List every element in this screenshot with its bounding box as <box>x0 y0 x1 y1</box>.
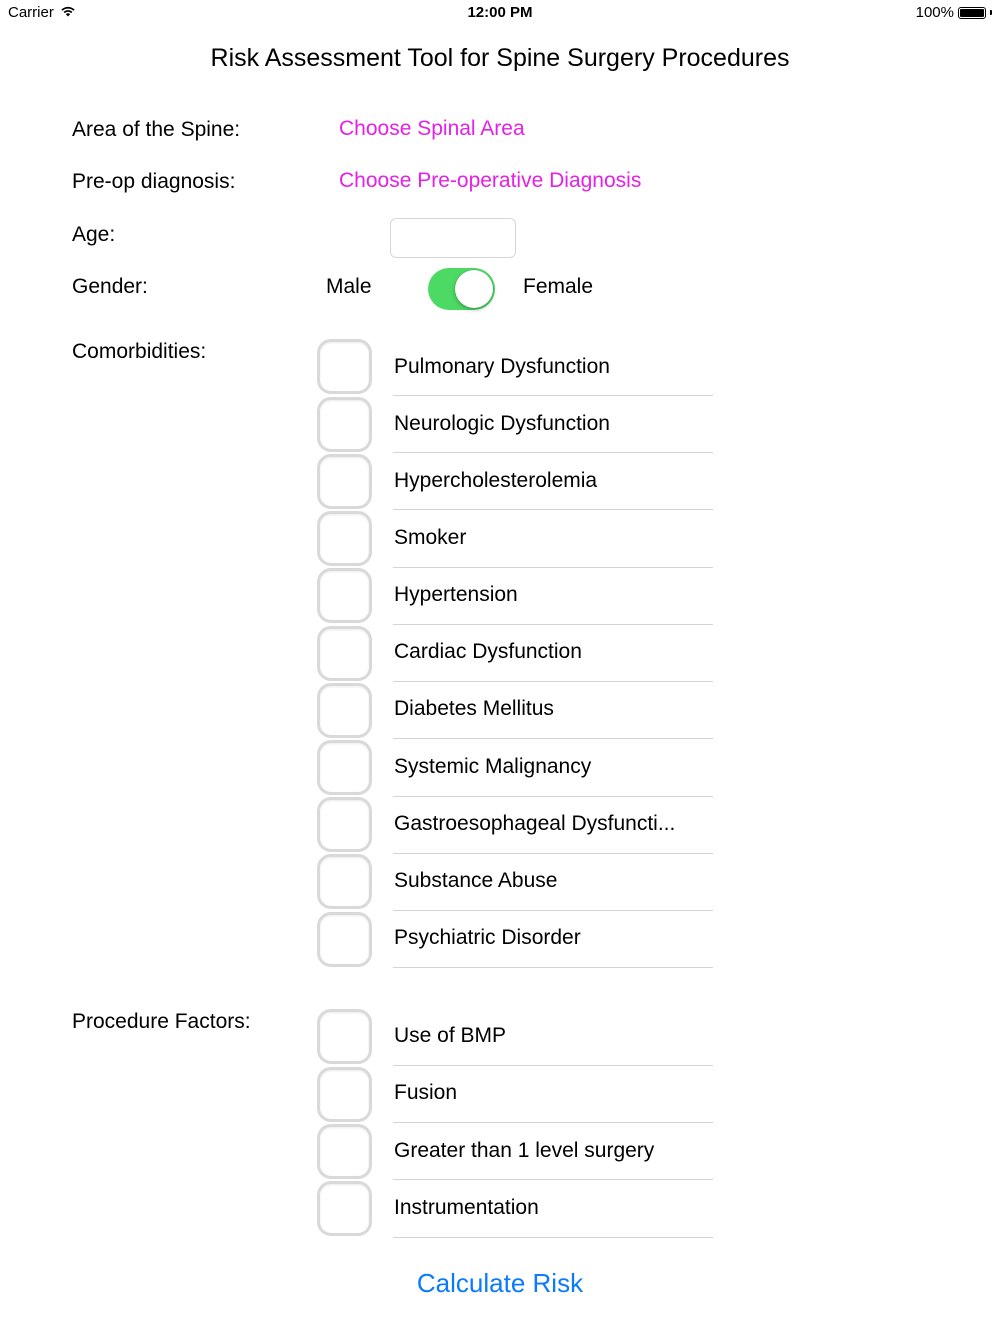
checkbox-use-of-bmp[interactable] <box>317 1009 372 1064</box>
comorbidity-label[interactable]: Psychiatric Disorder <box>394 926 581 949</box>
row-divider <box>393 796 713 797</box>
checkbox-psychiatric-disorder[interactable] <box>317 912 372 967</box>
procedure-factor-label[interactable]: Fusion <box>394 1081 458 1104</box>
checkbox-systemic-malignancy[interactable] <box>317 740 372 795</box>
status-time: 12:00 PM <box>467 4 533 21</box>
gender-female-label: Female <box>523 275 594 298</box>
row-divider <box>393 567 713 568</box>
checkbox-instrumentation[interactable] <box>317 1181 372 1236</box>
comorbidity-label[interactable]: Pulmonary Dysfunction <box>394 355 610 378</box>
row-divider <box>393 910 713 911</box>
diagnosis-picker[interactable]: Choose Pre-operative Diagnosis <box>339 169 642 192</box>
checkbox-diabetes-mellitus[interactable] <box>317 683 372 738</box>
page-title: Risk Assessment Tool for Spine Surgery Procedures <box>210 44 790 72</box>
row-divider <box>393 738 713 739</box>
procedure-factor-label[interactable]: Use of BMP <box>394 1024 507 1047</box>
comorbidity-label[interactable]: Smoker <box>394 526 467 549</box>
comorbidity-label[interactable]: Gastroesophageal Dysfuncti... <box>394 812 676 835</box>
row-divider <box>393 1237 713 1238</box>
procedure-factor-label[interactable]: Greater than 1 level surgery <box>394 1139 655 1162</box>
gender-toggle[interactable] <box>428 268 495 310</box>
comorbidity-label[interactable]: Neurologic Dysfunction <box>394 412 610 435</box>
comorbidity-label[interactable]: Hypercholesterolemia <box>394 469 598 492</box>
calculate-risk-button[interactable]: Calculate Risk <box>416 1268 584 1298</box>
procedure-factor-label[interactable]: Instrumentation <box>394 1196 539 1219</box>
checkbox-hypercholesterolemia[interactable] <box>317 454 372 509</box>
diagnosis-label: Pre-op diagnosis: <box>72 170 236 193</box>
row-divider <box>393 1122 713 1123</box>
comorbidity-label[interactable]: Diabetes Mellitus <box>394 697 554 720</box>
row-divider <box>393 509 713 510</box>
carrier-label: Carrier <box>8 4 54 21</box>
comorbidity-label[interactable]: Substance Abuse <box>394 869 558 892</box>
battery-percent: 100% <box>915 4 954 21</box>
checkbox-hypertension[interactable] <box>317 568 372 623</box>
toggle-knob <box>455 270 493 308</box>
checkbox-greater-than-1-level[interactable] <box>317 1124 372 1179</box>
row-divider <box>393 853 713 854</box>
comorbidity-label[interactable]: Systemic Malignancy <box>394 755 592 778</box>
row-divider <box>393 681 713 682</box>
row-divider <box>393 452 713 453</box>
battery-icon <box>958 7 986 19</box>
comorbidity-label[interactable]: Hypertension <box>394 583 518 606</box>
checkbox-fusion[interactable] <box>317 1067 372 1122</box>
row-divider <box>393 395 713 396</box>
row-divider <box>393 1065 713 1066</box>
checkbox-gastroesophageal-dysfunction[interactable] <box>317 797 372 852</box>
spine-area-picker[interactable]: Choose Spinal Area <box>339 117 525 140</box>
checkbox-smoker[interactable] <box>317 511 372 566</box>
comorbidity-label[interactable]: Cardiac Dysfunction <box>394 640 582 663</box>
row-divider <box>393 624 713 625</box>
checkbox-substance-abuse[interactable] <box>317 854 372 909</box>
checkbox-cardiac-dysfunction[interactable] <box>317 626 372 681</box>
checkbox-pulmonary-dysfunction[interactable] <box>317 339 372 394</box>
status-bar-right <box>916 4 992 21</box>
checkbox-neurologic-dysfunction[interactable] <box>317 397 372 452</box>
row-divider <box>393 1179 713 1180</box>
row-divider <box>393 967 713 968</box>
age-input[interactable] <box>390 218 516 258</box>
battery-cap <box>990 10 992 15</box>
procedure-factors-label: Procedure Factors: <box>72 1010 251 1033</box>
gender-label: Gender: <box>72 275 148 298</box>
age-label: Age: <box>72 223 116 246</box>
spine-area-label: Area of the Spine: <box>72 118 241 141</box>
battery-fill <box>960 9 984 17</box>
gender-male-label: Male <box>326 275 372 298</box>
comorbidities-label: Comorbidities: <box>72 340 207 363</box>
